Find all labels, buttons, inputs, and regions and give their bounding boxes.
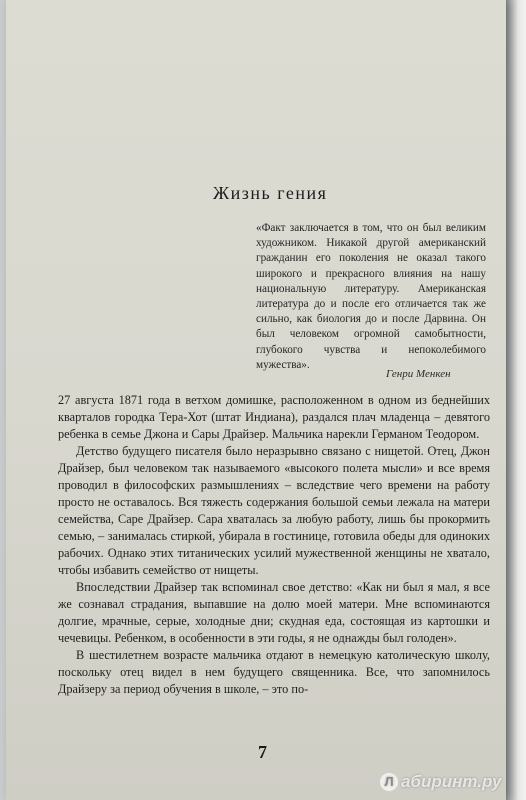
- epigraph-author: Генри Менкен: [386, 368, 451, 380]
- paragraph: 27 августа 1871 года в ветхом домишке, расположенном в одном из беднейших кварталов городка Тера-Хот (штат Индиана), раздался плач младенца – девятого ребенка в семье Джона и Сары Драйзер. Мальчика нарекли Германом Теодором.: [58, 393, 490, 441]
- page-number: 7: [258, 742, 267, 762]
- epigraph-quote: «Факт заключается в том, что он был великим художником. Никакой другой американский гражданин его поколения не оказал такого широкого и прекрасного влияния на нашу национальную литературу. Американская литература до и после его отличается так же сильно, как биология до и после Дарвина. Он был человеком огромной самобытности, глубокого чувства и непоколебимого мужества».: [256, 222, 486, 371]
- body-text: [58, 392, 490, 698]
- watermark: [380, 772, 501, 792]
- paragraph: Впоследствии Драйзер так вспоминал свое детство: «Как ни был я мал, я все же сознавал страдания, выпавшие на долю моей матери. Мне вспоминаются долгие, мрачные, серые, холодные дни; скудная еда, состоящая из картошки и чечевицы. Ребенком, в особенности в эти годы, я не однажды был голоден».: [58, 580, 490, 645]
- paragraph: Детство будущего писателя было неразрывно связано с нищетой. Отец, Джон Драйзер, был человеком так называемого «высокого полета мысли» и все время проводил в философских размышлениях – вследствие чего времени на работу просто не оставалось. Вся тяжесть содержания большой семьи лежала на матери семейства, Саре Драйзер. Сара хваталась за любую работу, лишь бы прокормить семью, – занималась стиркой, убирала в гостинице, готовила обеды для одиноких рабочих. Однако этих титанических усилий мужественной женщины не хватало, чтобы избавить семейство от нищеты.: [58, 444, 490, 577]
- labirint-logo-icon: Л: [380, 773, 398, 791]
- watermark-text: абиринт.ру: [401, 772, 502, 791]
- paragraph: В шестилетнем возрасте мальчика отдают в немецкую католическую школу, поскольку отец видел в нем будущего священника. Все, что запомнилось Драйзеру за период обучения в школе, – это по-: [58, 648, 490, 696]
- chapter-title: Жизнь гения: [213, 183, 328, 203]
- book-page: [6, 0, 506, 800]
- page-stack-edge: [506, 0, 526, 800]
